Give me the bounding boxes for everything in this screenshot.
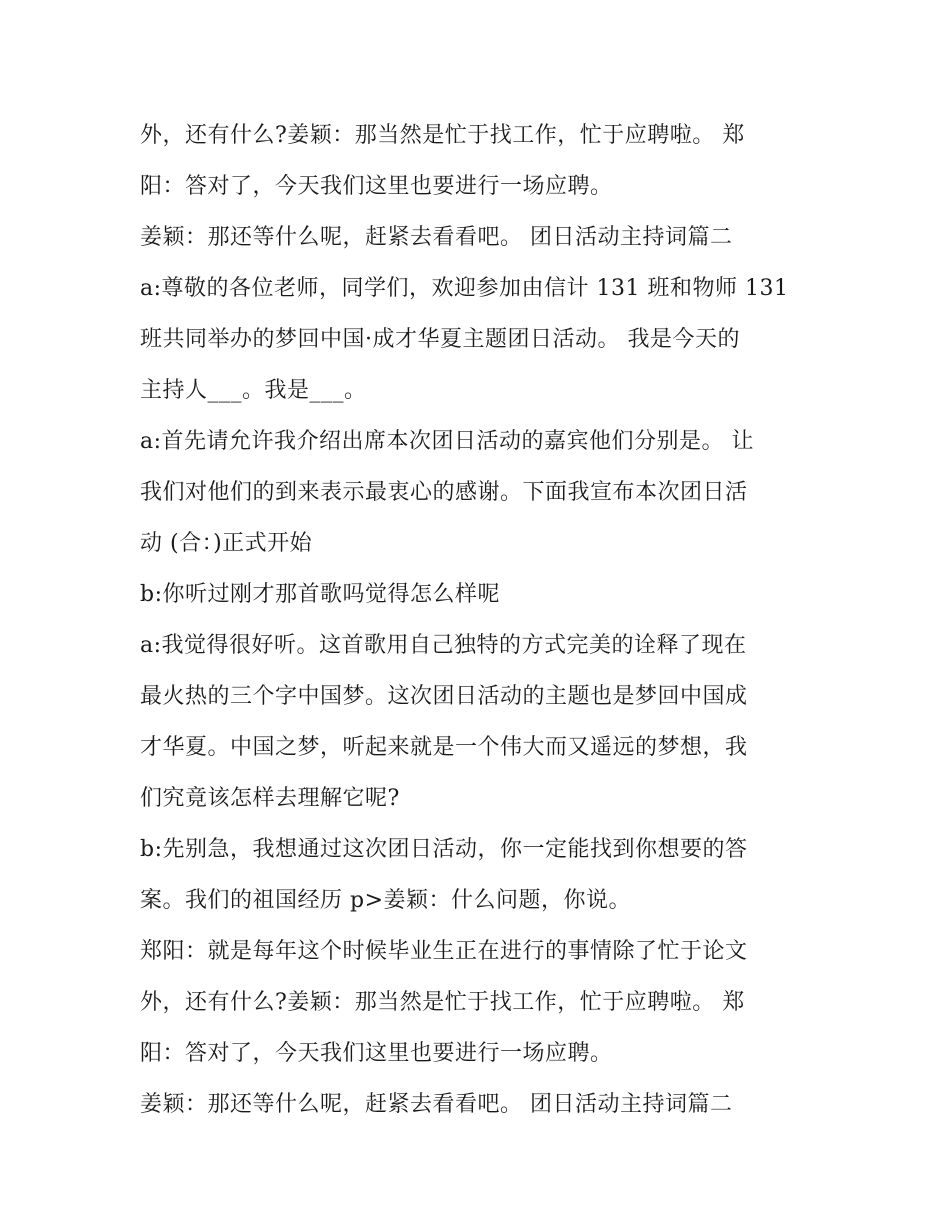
text-line: a:尊敬的各位老师，同学们，欢迎参加由信计 131 班和物师 131 — [140, 276, 789, 301]
text-line: 阳：答对了，今天我们这里也要进行一场应聘。 — [140, 174, 613, 199]
text-line: 姜颖：那还等什么呢，赶紧去看看吧。 团日活动主持词篇二 — [140, 225, 733, 250]
text-line: 主持人___。我是___。 — [140, 378, 367, 403]
text-line: 班共同举办的梦回中国·成才华夏主题团日活动。 我是今天的 — [140, 327, 740, 352]
text-line: a:首先请允许我介绍出席本次团日活动的嘉宾他们分别是。 让 — [140, 429, 755, 454]
text-line: 案。我们的祖国经历 p>姜颖：什么问题，你说。 — [140, 888, 632, 913]
text-line: 动 (合：)正式开始 — [140, 531, 313, 556]
text-line: 才华夏。中国之梦，听起来就是一个伟大而又遥远的梦想，我 — [140, 735, 748, 760]
text-line: 外，还有什么?姜颖：那当然是忙于找工作，忙于应聘啦。 郑 — [140, 123, 745, 148]
document-body — [140, 110, 820, 1130]
text-line: 阳：答对了，今天我们这里也要进行一场应聘。 — [140, 1041, 613, 1066]
text-line: 我们对他们的到来表示最衷心的感谢。下面我宣布本次团日活 — [140, 480, 748, 505]
text-line: 外，还有什么?姜颖：那当然是忙于找工作，忙于应聘啦。 郑 — [140, 990, 745, 1015]
text-line: a:我觉得很好听。这首歌用自己独特的方式完美的诠释了现在 — [140, 633, 747, 658]
text-line: 姜颖：那还等什么呢，赶紧去看看吧。 团日活动主持词篇二 — [140, 1092, 733, 1117]
text-line: b:你听过刚才那首歌吗觉得怎么样呢 — [140, 582, 500, 607]
text-line: 们究竟该怎样去理解它呢? — [140, 786, 400, 811]
text-line: 郑阳：就是每年这个时候毕业生正在进行的事情除了忙于论文 — [140, 939, 748, 964]
text-line: b:先别急，我想通过这次团日活动，你一定能找到你想要的答 — [140, 837, 748, 862]
text-line: 最火热的三个字中国梦。这次团日活动的主题也是梦回中国成 — [140, 684, 748, 709]
